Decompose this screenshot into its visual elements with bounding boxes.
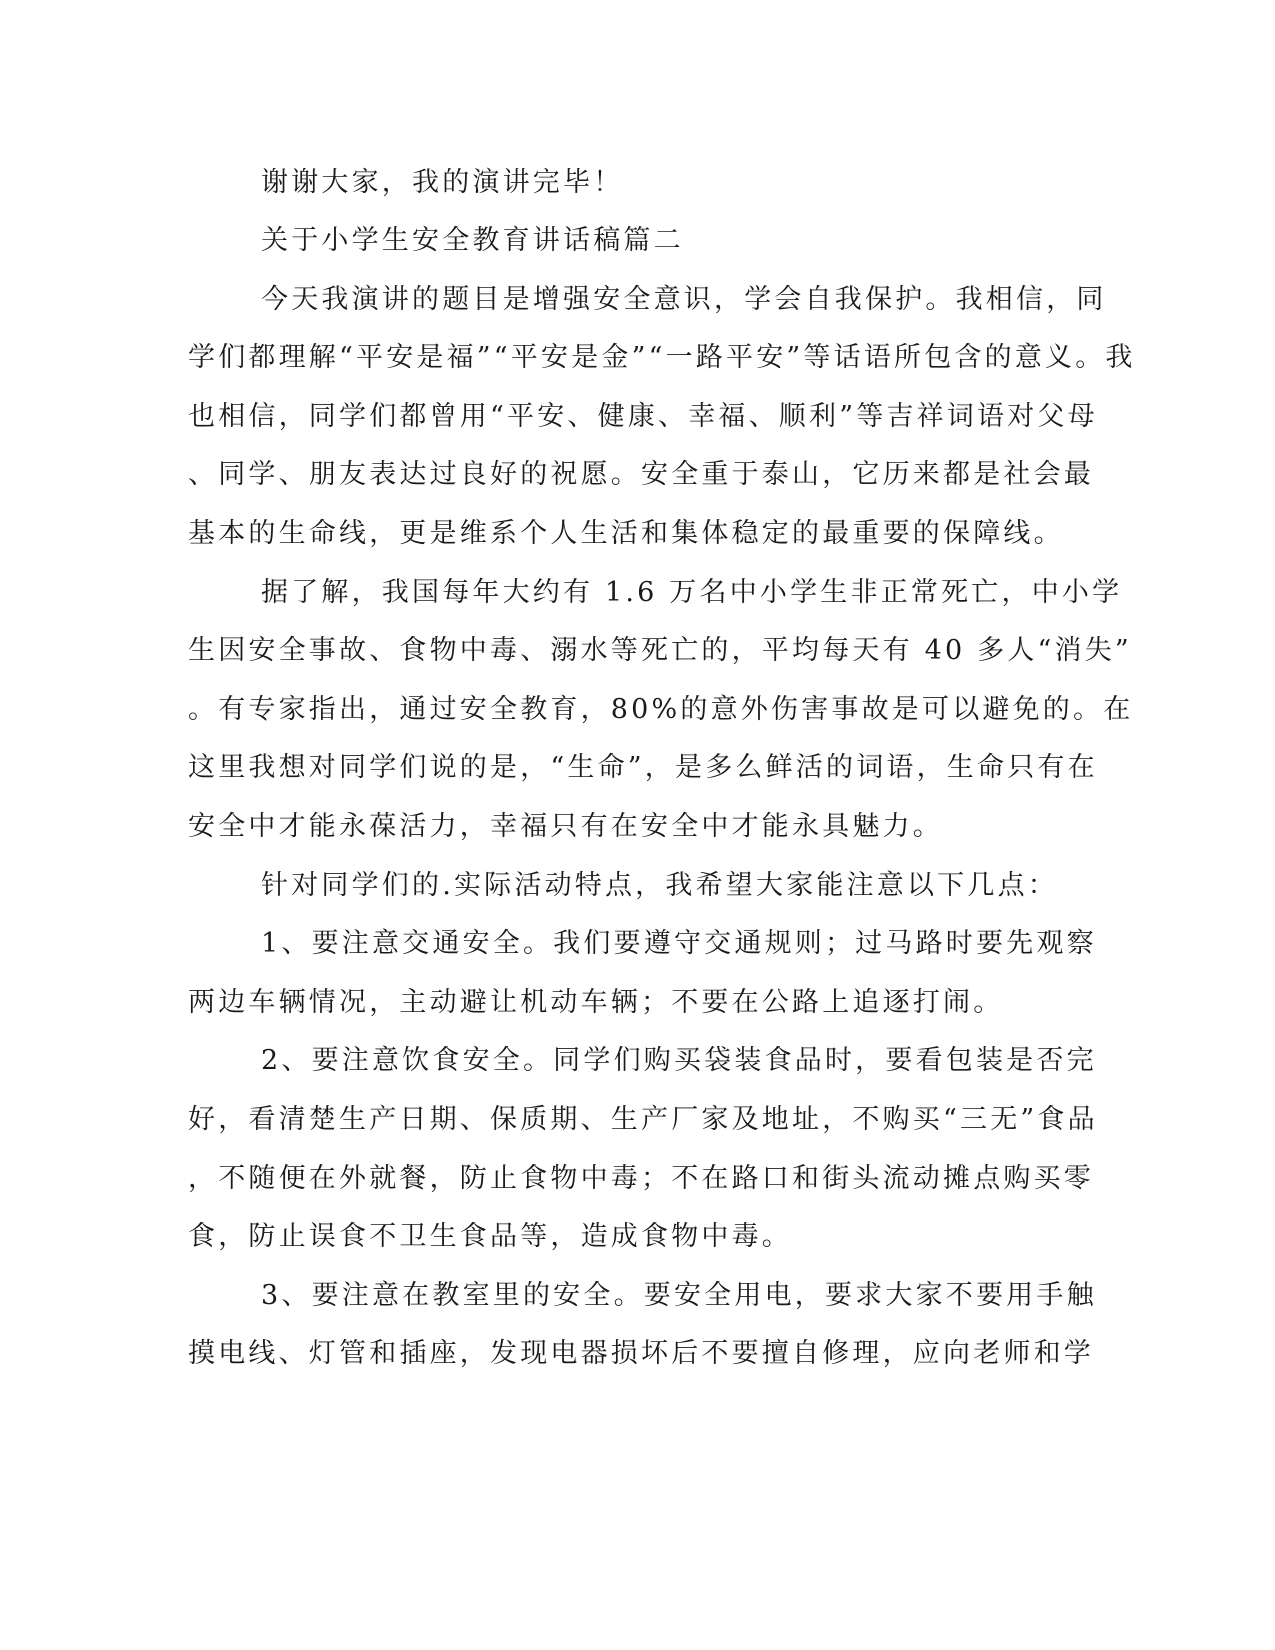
list-item-line: 摸电线、灯管和插座，发现电器损坏后不要擅自修理，应向老师和学 xyxy=(188,1338,1094,1369)
paragraph-line: 生因安全事故、食物中毒、溺水等死亡的，平均每天有 40 多人“消失” xyxy=(188,635,1132,666)
closing-line: 谢谢大家，我的演讲完毕！ xyxy=(261,167,624,198)
section-heading: 关于小学生安全教育讲话稿篇二 xyxy=(261,225,684,256)
paragraph-line: 针对同学们的.实际活动特点，我希望大家能注意以下几点： xyxy=(261,870,1058,901)
list-item-line: 1、要注意交通安全。我们要遵守交通规则；过马路时要先观察 xyxy=(261,928,1097,959)
list-item-line: 3、要注意在教室里的安全。要安全用电，要求大家不要用手触 xyxy=(261,1280,1097,1311)
list-item-line: 两边车辆情况，主动避让机动车辆；不要在公路上追逐打闹。 xyxy=(188,987,1004,1018)
paragraph-line: 学们都理解“平安是福”“平安是金”“一路平安”等话语所包含的意义。我 xyxy=(188,342,1136,373)
list-item-line: 好，看清楚生产日期、保质期、生产厂家及地址，不购买“三无”食品 xyxy=(188,1104,1098,1135)
paragraph-line: 今天我演讲的题目是增强安全意识，学会自我保护。我相信，同 xyxy=(261,284,1107,315)
paragraph-line: 也相信，同学们都曾用“平安、健康、幸福、顺利”等吉祥词语对父母 xyxy=(188,401,1098,432)
paragraph-line: 安全中才能永葆活力，幸福只有在安全中才能永具魅力。 xyxy=(188,811,943,842)
paragraph-line: 这里我想对同学们说的是，“生命”，是多么鲜活的词语，生命只有在 xyxy=(188,752,1098,783)
paragraph-line: 、同学、朋友表达过良好的祝愿。安全重于泰山，它历来都是社会最 xyxy=(188,459,1094,490)
paragraph-line: 据了解，我国每年大约有 1.6 万名中小学生非正常死亡，中小学 xyxy=(261,577,1123,608)
list-item-line: 2、要注意饮食安全。同学们购买袋装食品时，要看包装是否完 xyxy=(261,1045,1097,1076)
paragraph-line: 基本的生命线，更是维系个人生活和集体稳定的最重要的保障线。 xyxy=(188,518,1064,549)
list-item-line: ，不随便在外就餐，防止食物中毒；不在路口和街头流动摊点购买零 xyxy=(188,1163,1094,1194)
list-item-line: 食，防止误食不卫生食品等，造成食物中毒。 xyxy=(188,1221,792,1252)
paragraph-line: 。有专家指出，通过安全教育，80%的意外伤害事故是可以避免的。在 xyxy=(188,694,1134,725)
